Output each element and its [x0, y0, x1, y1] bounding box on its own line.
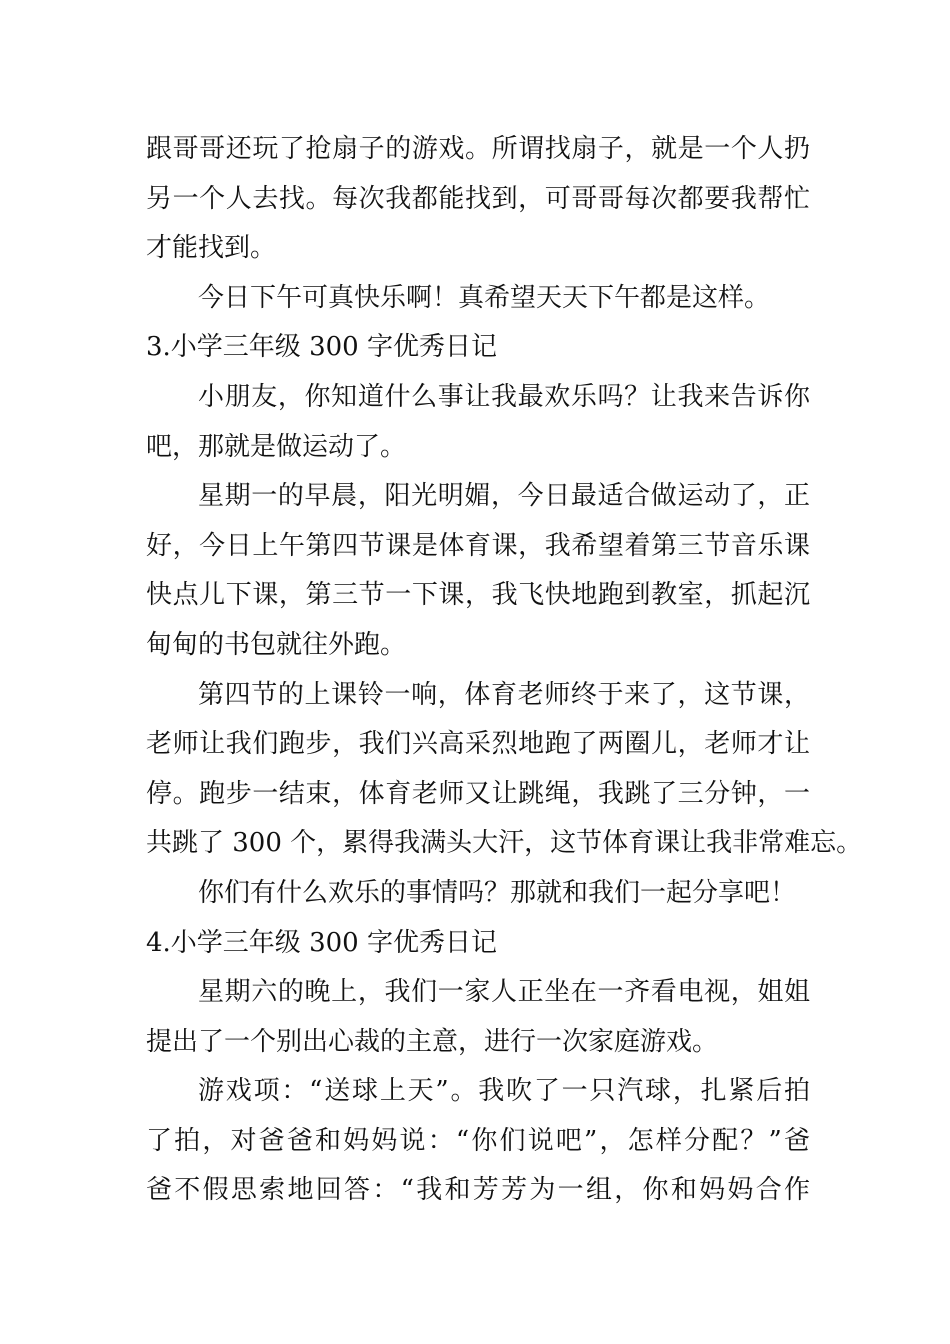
- paragraph-line: 你们有什么欢乐的事情吗？那就和我们一起分享吧！: [198, 877, 797, 908]
- section-heading: 4.小学三年级 300 字优秀日记: [146, 927, 497, 958]
- document-body: [146, 125, 863, 1216]
- paragraph-line: 甸甸的书包就往外跑。: [146, 629, 407, 660]
- paragraph-line: 老师让我们跑步，我们兴高采烈地跑了两圈儿，老师才让: [146, 729, 810, 760]
- paragraph-line: 星期六的晚上，我们一家人正坐在一齐看电视，姐姐: [198, 977, 810, 1008]
- paragraph-line: 跟哥哥还玩了抢扇子的游戏。所谓找扇子，就是一个人扔: [146, 134, 810, 164]
- section-heading: 3.小学三年级 300 字优秀日记: [146, 332, 497, 363]
- paragraph-line: 今日下午可真快乐啊！真希望天天下午都是这样。: [198, 282, 771, 313]
- paragraph-line: 小朋友，你知道什么事让我最欢乐吗？让我来告诉你: [198, 381, 810, 412]
- paragraph-line: 了拍，对爸爸和妈妈说：“你们说吧”，怎样分配？”爸: [146, 1125, 810, 1156]
- paragraph-line: 游戏项：“送球上天”。我吹了一只汽球，扎紧后拍: [198, 1076, 810, 1107]
- paragraph-line: 另一个人去找。每次我都能找到，可哥哥每次都要我帮忙: [146, 183, 810, 214]
- paragraph-line: 才能找到。: [146, 233, 277, 264]
- paragraph-line: 停。跑步一结束，体育老师又让跳绳，我跳了三分钟，一: [146, 778, 810, 809]
- paragraph-line: 提出了一个别出心裁的主意，进行一次家庭游戏。: [146, 1026, 719, 1057]
- paragraph-line: 爸不假思索地回答：“我和芳芳为一组，你和妈妈合作: [146, 1175, 810, 1206]
- paragraph-line: 星期一的早晨，阳光明媚，今日最适合做运动了，正: [198, 481, 810, 512]
- paragraph-line: 快点儿下课，第三节一下课，我飞快地跑到教室，抓起沉: [146, 580, 810, 611]
- paragraph-line: 第四节的上课铃一响，体育老师终于来了，这节课，: [198, 679, 810, 710]
- paragraph-line: 共跳了 300 个，累得我满头大汗，这节体育课让我非常难忘。: [146, 828, 863, 859]
- paragraph-line: 吧，那就是做运动了。: [146, 431, 407, 462]
- paragraph-line: 好，今日上午第四节课是体育课，我希望着第三节音乐课: [146, 530, 810, 561]
